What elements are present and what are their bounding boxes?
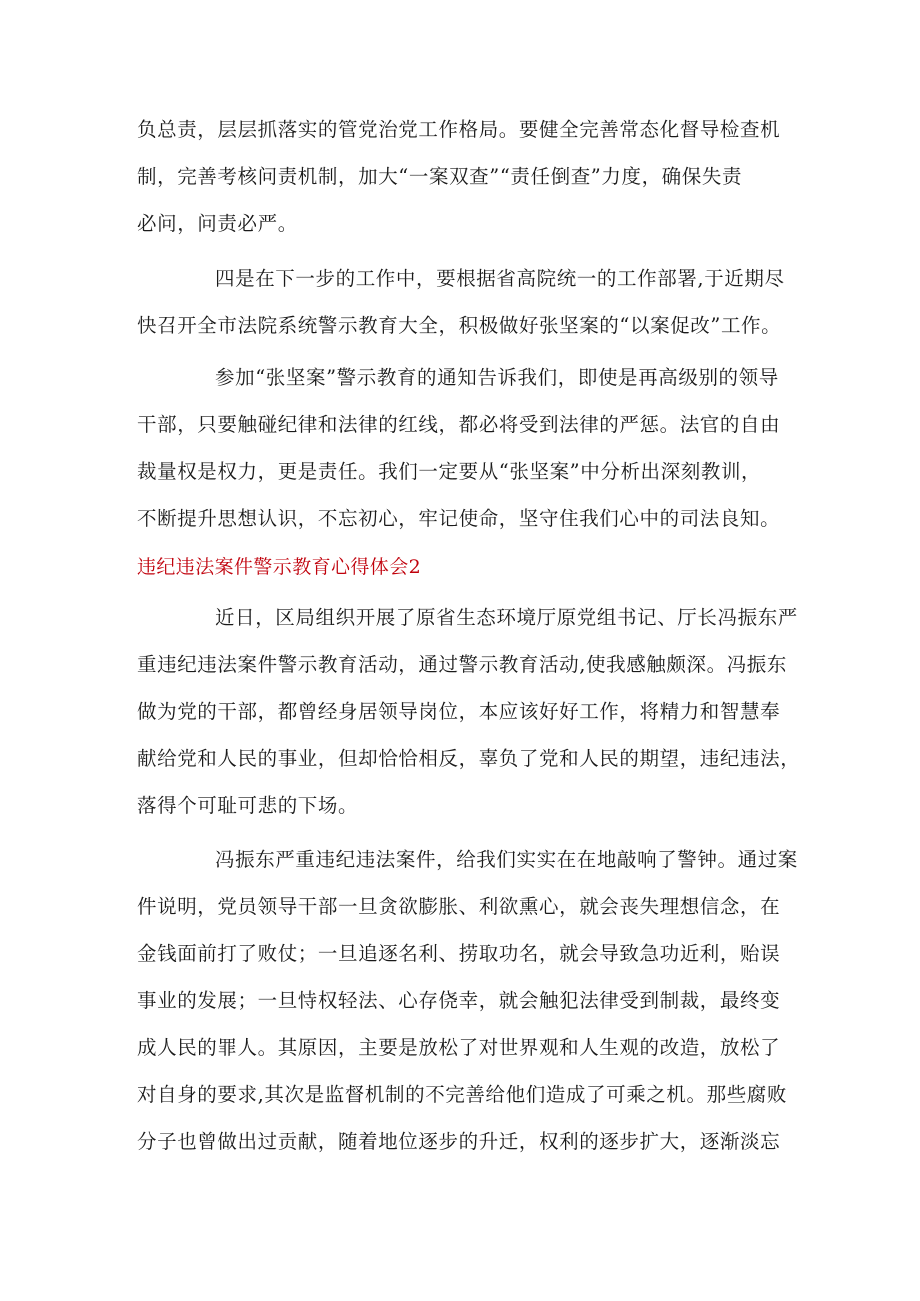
text-line: 金钱面前打了败仗；一旦追逐名利、捞取功名，就会导致急功近利，贻误 bbox=[137, 942, 781, 965]
text-line: 必问，问责必严。 bbox=[137, 212, 298, 235]
text-line: 不断提升思想认识，不忘初心，牢记使命，坚守住我们心中的司法良知。 bbox=[137, 507, 781, 530]
text-line: 献给党和人民的事业，但却恰恰相反，辜负了党和人民的期望，违纪违法， bbox=[137, 747, 801, 770]
text-line: 分子也曾做出过贡献，随着地位逐步的升迁，权利的逐步扩大，逐渐淡忘 bbox=[137, 1130, 781, 1153]
text-line: 落得个可耻可悲的下场。 bbox=[137, 794, 359, 817]
text-line: 对自身的要求,其次是监督机制的不完善给他们造成了可乘之机。那些腐败 bbox=[137, 1083, 787, 1106]
paragraph-start-line: 近日，区局组织开展了原省生态环境厅原党组书记、厅长冯振东严 bbox=[215, 606, 798, 629]
text-line: 快召开全市法院系统警示教育大全，积极做好张坚案的“以案促改”工作。 bbox=[137, 314, 782, 337]
text-line: 件说明，党员领导干部一旦贪欲膨胀、利欲熏心，就会丧失理想信念，在 bbox=[137, 895, 781, 918]
text-line: 做为党的干部，都曾经身居领导岗位，本应该好好工作，将精力和智慧奉 bbox=[137, 700, 781, 723]
text-line: 制，完善考核问责机制，加大“一案双查”“责任倒查”力度，确保失责 bbox=[137, 165, 743, 188]
text-line: 事业的发展；一旦恃权轻法、心存侥幸，就会触犯法律受到制裁，最终变 bbox=[137, 989, 781, 1012]
text-line: 负总责，层层抓落实的管党治党工作格局。要健全完善常态化督导检查机 bbox=[137, 118, 781, 141]
text-line: 裁量权是权力，更是责任。我们一定要从“张坚案”中分析出深刻教训， bbox=[137, 460, 762, 483]
paragraph-start-line: 四是在下一步的工作中，要根据省高院统一的工作部署,于近期尽 bbox=[215, 267, 785, 290]
section-heading: 违纪违法案件警示教育心得体会2 bbox=[137, 556, 422, 578]
text-line: 重违纪违法案件警示教育活动，通过警示教育活动,使我感触颇深。冯振东 bbox=[137, 653, 787, 676]
text-line: 干部，只要触碰纪律和法律的红线，都必将受到法律的严惩。法官的自由 bbox=[137, 413, 781, 436]
text-line: 成人民的罪人。其原因，主要是放松了对世界观和人生观的改造，放松了 bbox=[137, 1036, 781, 1059]
paragraph-start-line: 冯振东严重违纪违法案件，给我们实实在在地敲响了警钟。通过案 bbox=[215, 848, 798, 871]
paragraph-start-line: 参加“张坚案”警示教育的通知告诉我们，即使是再高级别的领导 bbox=[215, 366, 779, 389]
